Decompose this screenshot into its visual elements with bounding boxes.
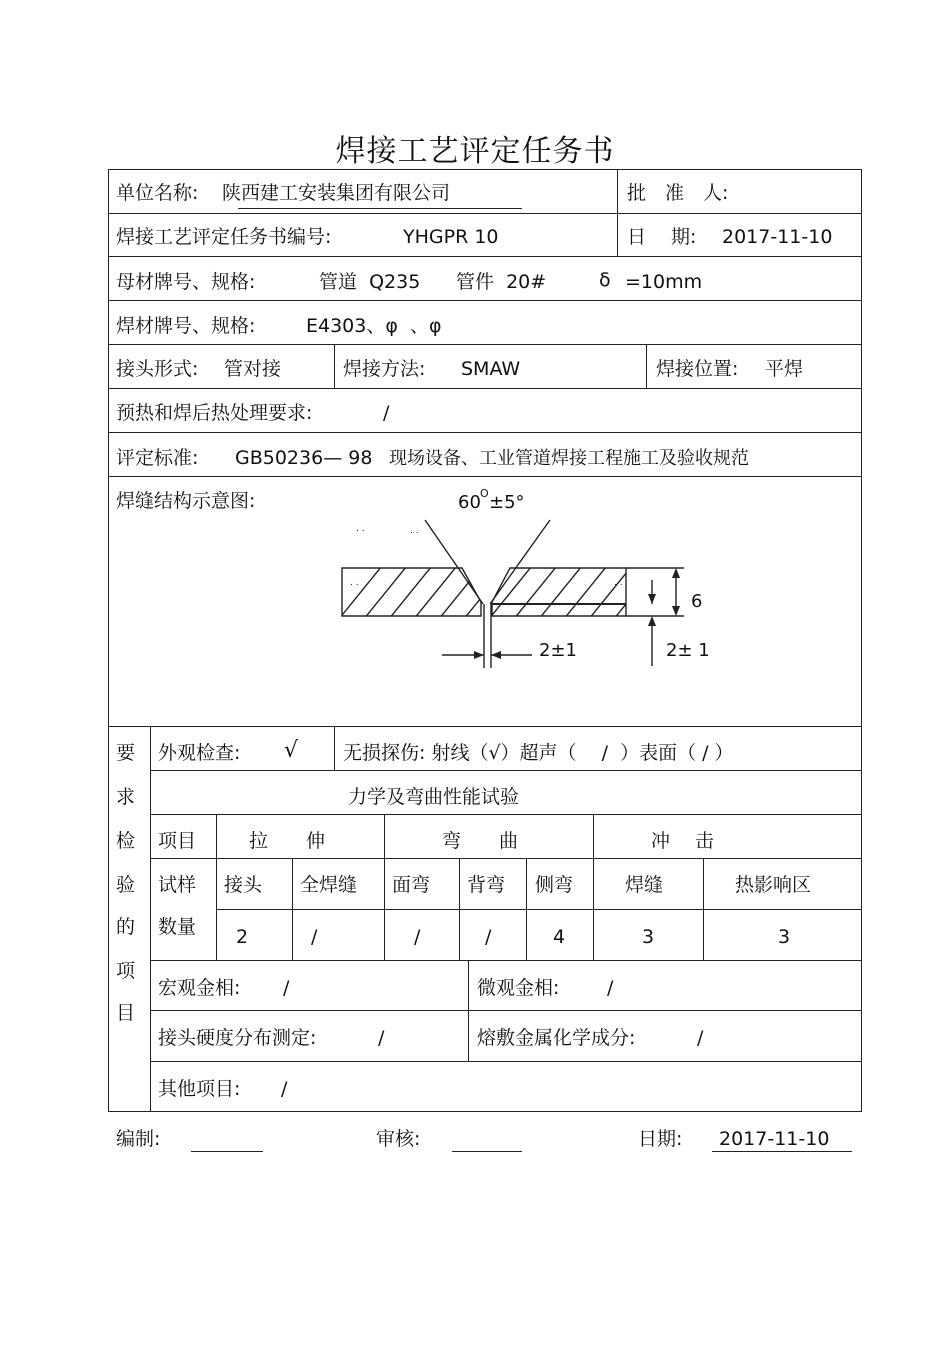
quantity-cell: 4	[553, 926, 566, 948]
col-line	[334, 344, 335, 388]
side-label-char: 验	[116, 874, 136, 896]
standard-label: 评定标准:	[116, 447, 199, 469]
row-line	[216, 909, 861, 910]
specimen-label: 试样	[158, 874, 197, 896]
table-border-top	[108, 169, 861, 170]
row-line	[108, 726, 861, 727]
wps-no-label: 焊接工艺评定任务书编号:	[116, 226, 332, 248]
specimen-cell: 接头	[224, 874, 263, 896]
preheat-value: /	[383, 402, 390, 424]
approver-label: 批 准 人:	[627, 182, 729, 204]
col-line	[292, 858, 293, 960]
dots-mark: . .	[614, 578, 623, 588]
row-line	[150, 858, 861, 859]
chemical-label: 熔敷金属化学成分:	[477, 1027, 636, 1049]
row-line	[150, 1010, 861, 1011]
position-value: 平焊	[765, 358, 804, 380]
col-line	[646, 344, 647, 388]
macro-label: 宏观金相:	[158, 977, 241, 999]
col-line	[334, 726, 335, 770]
row-line	[150, 1061, 861, 1062]
specimen-cell: 热影响区	[735, 874, 812, 896]
footer-date-value: 2017-11-10	[719, 1128, 830, 1150]
dots-mark: . .	[356, 524, 365, 534]
dots-mark: . .	[410, 526, 419, 536]
reviewed-signature-line[interactable]	[452, 1151, 522, 1152]
mech-title: 力学及弯曲性能试验	[348, 786, 520, 808]
row-line	[108, 300, 861, 301]
row-line	[150, 770, 861, 771]
table-border-right	[861, 169, 862, 1112]
micro-label: 微观金相:	[477, 977, 560, 999]
other-label: 其他项目:	[158, 1078, 241, 1100]
side-label-char: 项	[116, 960, 136, 982]
specimen-cell: 焊缝	[625, 874, 664, 896]
prepared-signature-line[interactable]	[191, 1151, 263, 1152]
col-line	[459, 858, 460, 960]
bevel-angle: 60	[458, 492, 481, 513]
col-line	[468, 960, 469, 1061]
hardness-value: /	[378, 1027, 385, 1049]
quantity-label: 数量	[158, 916, 197, 938]
specimen-cell: 面弯	[392, 874, 431, 896]
unit-label: 单位名称:	[116, 182, 199, 204]
row-line	[108, 213, 861, 214]
tensile-header: 拉 伸	[249, 830, 326, 852]
row-line	[108, 256, 861, 257]
row-line	[150, 960, 861, 961]
bevel-angle-tolerance: ±5°	[489, 492, 525, 513]
unit-underline	[238, 208, 522, 209]
macro-value: /	[283, 977, 290, 999]
specimen-cell: 背弯	[467, 874, 506, 896]
side-label-char: 的	[116, 916, 136, 938]
quantity-cell: 3	[642, 926, 655, 948]
footer-date-underline	[712, 1151, 852, 1152]
row-line	[108, 432, 861, 433]
prepared-label: 编制:	[116, 1128, 161, 1150]
root-face: 2± 1	[666, 640, 710, 661]
date-value: 2017-11-10	[722, 226, 833, 248]
col-line	[593, 814, 594, 960]
side-label-char: 要	[116, 742, 136, 764]
diagram-label: 焊缝结构示意图:	[116, 490, 256, 512]
method-label: 焊接方法:	[343, 358, 426, 380]
row-line	[108, 388, 861, 389]
bend-header: 弯 曲	[442, 830, 519, 852]
row-line	[108, 344, 861, 345]
quantity-cell: 3	[778, 926, 791, 948]
joint-label: 接头形式:	[116, 358, 199, 380]
base-metal-fitting: 管件 20#	[456, 271, 547, 293]
items-label: 项目	[158, 830, 197, 852]
preheat-label: 预热和焊后热处理要求:	[116, 402, 313, 424]
thickness-value: =10mm	[625, 271, 703, 293]
standard-code: GB50236— 98	[235, 447, 373, 469]
side-label-char: 求	[116, 786, 136, 808]
filler-value: E4303、φ 、φ	[306, 315, 442, 337]
col-line	[617, 169, 618, 256]
col-line	[703, 858, 704, 960]
quantity-cell: 2	[236, 926, 249, 948]
quantity-cell: /	[485, 926, 492, 948]
base-metal-pipe: 管道 Q235	[319, 271, 421, 293]
col-line	[150, 726, 151, 1111]
position-label: 焊接位置:	[656, 358, 739, 380]
ndt-text: 无损探伤: 射线（√）超声（ / ）表面（ / ）	[343, 742, 734, 764]
table-border-bottom	[108, 1111, 862, 1112]
side-label-char: 检	[116, 830, 136, 852]
quantity-cell: /	[311, 926, 318, 948]
footer-date-label: 日期:	[638, 1128, 683, 1150]
hardness-label: 接头硬度分布测定:	[158, 1027, 317, 1049]
date-label: 日 期:	[627, 226, 697, 248]
visual-label: 外观检查:	[158, 742, 241, 764]
delta-symbol: δ	[599, 269, 611, 291]
col-line	[216, 814, 217, 960]
reviewed-label: 审核:	[376, 1128, 421, 1150]
table-border-left	[108, 169, 109, 1112]
quantity-cell: /	[414, 926, 421, 948]
method-value: SMAW	[461, 358, 521, 380]
groove-depth: 6	[691, 591, 703, 612]
base-metal-label: 母材牌号、规格:	[116, 271, 256, 293]
root-gap: 2±1	[539, 640, 577, 661]
row-line	[150, 814, 861, 815]
side-label-char: 目	[116, 1002, 136, 1024]
specimen-cell: 全焊缝	[300, 874, 358, 896]
page-title: 焊接工艺评定任务书	[335, 134, 615, 169]
dots-mark: . .	[350, 578, 359, 588]
col-line	[526, 858, 527, 960]
wps-no-value: YHGPR 10	[403, 226, 499, 248]
chemical-value: /	[697, 1027, 704, 1049]
row-line	[108, 476, 861, 477]
other-value: /	[281, 1078, 288, 1100]
visual-value: √	[284, 738, 299, 763]
unit-value: 陕西建工安装集团有限公司	[222, 182, 451, 204]
joint-value: 管对接	[224, 358, 282, 380]
filler-label: 焊材牌号、规格:	[116, 315, 256, 337]
specimen-cell: 侧弯	[535, 874, 574, 896]
impact-header: 冲 击	[651, 830, 715, 852]
col-line	[384, 814, 385, 960]
bevel-angle-degree: O	[480, 487, 489, 500]
standard-name: 现场设备、工业管道焊接工程施工及验收规范	[389, 448, 749, 469]
micro-value: /	[607, 977, 614, 999]
